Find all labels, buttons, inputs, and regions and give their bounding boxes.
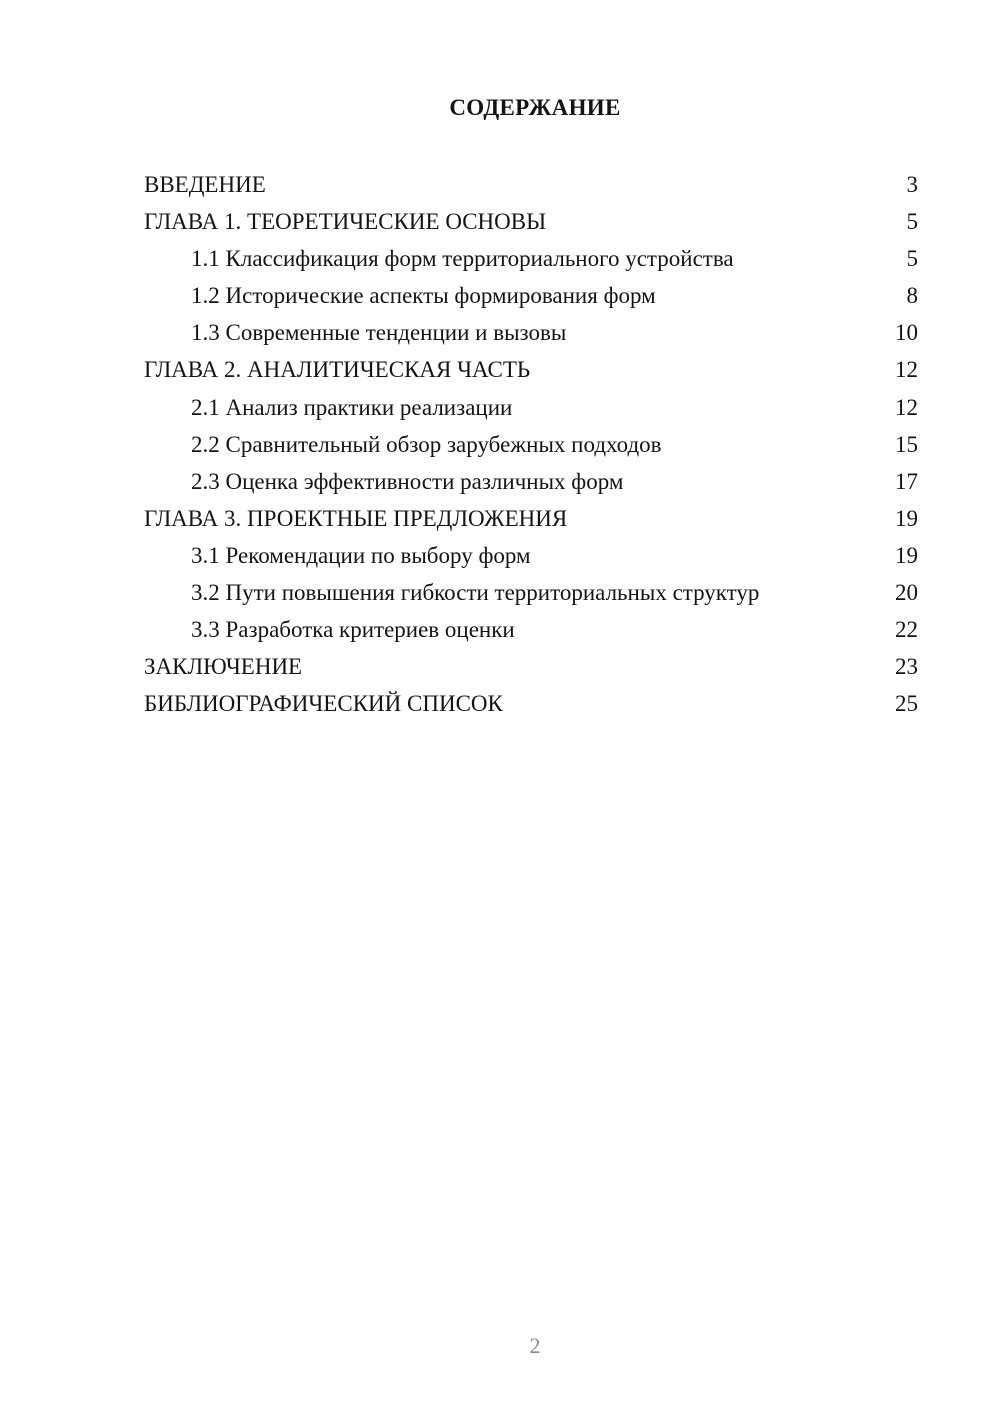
toc-entry-section-3-3 xyxy=(144,611,918,648)
toc-title: СОДЕРЖАНИЕ xyxy=(449,95,621,120)
toc-entry-text: 3.1 Рекомендации по выбору форм xyxy=(191,542,531,568)
toc-entry-text: 1.3 Современные тенденции и вызовы xyxy=(191,320,567,346)
toc-entry-text: 2.2 Сравнительный обзор зарубежных подходов xyxy=(191,431,662,457)
toc-entry-section-2-3 xyxy=(144,463,918,500)
toc-entry-page: 12 xyxy=(895,357,918,383)
toc-entry-section-1-3 xyxy=(144,314,918,351)
toc-entry-page: 10 xyxy=(895,320,918,346)
toc-entry-page: 23 xyxy=(895,654,918,680)
toc-entry-bibliography xyxy=(144,685,918,722)
toc-entry-chapter-2 xyxy=(144,351,918,388)
toc-entry-conclusion xyxy=(144,648,918,685)
toc-entry-page: 19 xyxy=(895,542,918,568)
toc-entry-section-1-2 xyxy=(144,277,918,314)
toc-entry-page: 22 xyxy=(895,617,918,643)
toc-entry-section-1-1 xyxy=(144,240,918,277)
toc-entry-chapter-3 xyxy=(144,500,918,537)
toc-entry-page: 5 xyxy=(906,246,918,272)
toc-entry-text: 2.3 Оценка эффективности различных форм xyxy=(191,468,624,494)
toc-entry-text: 1.2 Исторические аспекты формирования форм xyxy=(191,283,656,309)
toc-entry-text: ВВЕДЕНИЕ xyxy=(144,172,266,197)
toc-entry-text: ГЛАВА 2. АНАЛИТИЧЕСКАЯ ЧАСТЬ xyxy=(144,357,531,383)
toc-entry-section-2-2 xyxy=(144,426,918,463)
toc-entry-text: 2.1 Анализ практики реализации xyxy=(191,394,513,420)
toc-entry-text: ЗАКЛЮЧЕНИЕ xyxy=(144,654,303,680)
toc-entry-text: 3.3 Разработка критериев оценки xyxy=(191,617,515,643)
toc-entry-text: 3.2 Пути повышения гибкости территориальных структур xyxy=(191,580,760,606)
toc-entry-chapter-1 xyxy=(144,203,918,240)
toc-entry-introduction xyxy=(144,166,918,203)
toc-entry-text: ГЛАВА 1. ТЕОРЕТИЧЕСКИЕ ОСНОВЫ xyxy=(144,209,547,235)
toc-entry-text: 1.1 Классификация форм территориального устройства xyxy=(191,246,734,272)
toc-entry-text: БИБЛИОГРАФИЧЕСКИЙ СПИСОК xyxy=(144,691,503,717)
toc-entry-page: 5 xyxy=(906,209,918,235)
toc-entry-page: 20 xyxy=(895,580,918,606)
toc-entry-page: 8 xyxy=(906,283,918,309)
toc-entry-section-2-1 xyxy=(144,389,918,426)
toc-entry-page: 12 xyxy=(895,394,918,420)
toc-entry-page: 15 xyxy=(895,431,918,457)
table-of-contents xyxy=(144,166,918,722)
toc-entry-page: 25 xyxy=(895,691,918,717)
toc-entry-page: 3 xyxy=(906,172,918,197)
toc-entry-text: ГЛАВА 3. ПРОЕКТНЫЕ ПРЕДЛОЖЕНИЯ xyxy=(144,505,568,531)
toc-entry-page: 17 xyxy=(895,468,918,494)
page-number: 2 xyxy=(529,1333,541,1358)
toc-entry-section-3-2 xyxy=(144,574,918,611)
toc-entry-section-3-1 xyxy=(144,537,918,574)
toc-entry-page: 19 xyxy=(895,505,918,531)
